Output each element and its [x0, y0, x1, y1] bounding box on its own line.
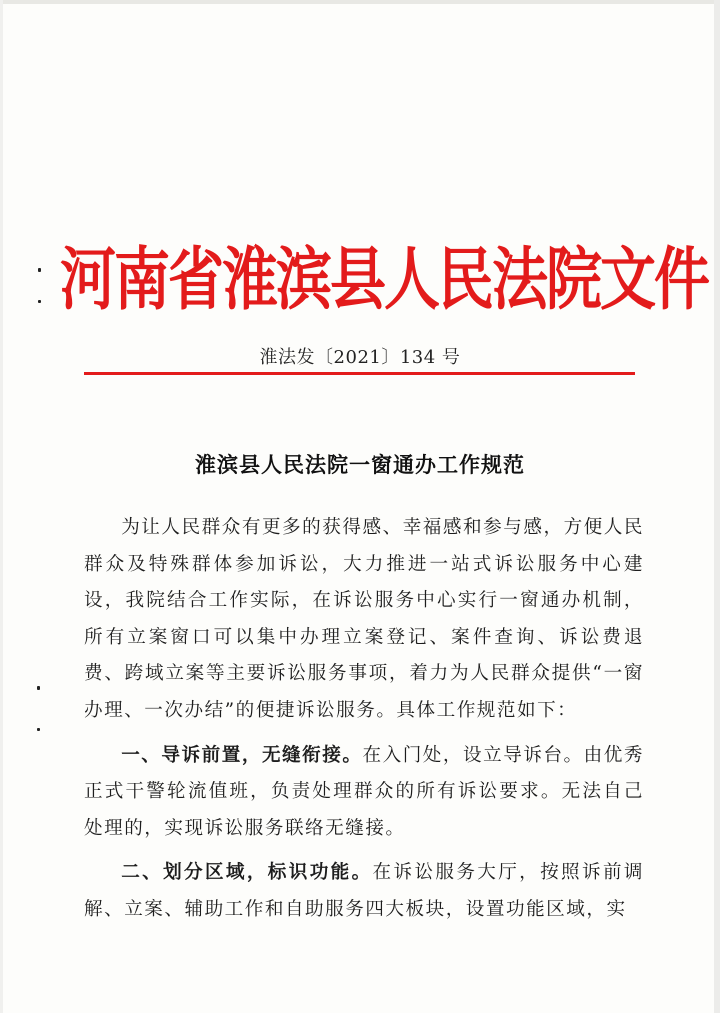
- red-divider-line: [84, 372, 635, 375]
- document-title: 淮滨县人民法院一窗通办工作规范: [195, 453, 525, 477]
- scan-speck: [37, 728, 40, 731]
- section-heading: 二、划分区域，标识功能。: [121, 862, 373, 884]
- section-heading: 一、导诉前置，无缝衔接。: [121, 744, 363, 766]
- section-text: 在入门处，设立导诉台。由优秀正式干警轮流值班，负责处理群众的所有诉讼要求。无法自己处理的，实现诉讼服务联络无缝接。: [84, 744, 644, 839]
- document-number: 淮法发〔2021〕134 号: [259, 347, 461, 368]
- scan-speck: [38, 300, 41, 303]
- scan-edge: [0, 0, 3, 1013]
- scan-speck: [37, 686, 40, 690]
- scan-edge: [714, 0, 720, 1013]
- scan-edge: [0, 0, 720, 4]
- intro-paragraph: 为让人民群众有更多的获得感、幸福感和参与感，方便人民群众及特殊群体参加诉讼，大力推进一站式诉讼服务中心建设，我院结合工作实际，在诉讼服务中心实行一窗通办机制，所有立案窗口可以集中办理立案登记、案件查询、诉讼费退费、跨域立案等主要诉讼服务事项，着力为人民群众提供“一窗办理、一次办结”的便捷诉讼服务。具体工作规范如下：: [84, 517, 644, 721]
- issuer-header-title: 河南省淮滨县人民法院文件: [60, 239, 708, 320]
- section-paragraph: [84, 855, 644, 928]
- scan-speck: [38, 268, 41, 272]
- document-body: [84, 510, 644, 929]
- section-paragraph: [84, 738, 644, 848]
- section-text: 在诉讼服务大厅，按照诉前调解、立案、辅助工作和自助服务四大板块，设置功能区域，实: [84, 862, 644, 920]
